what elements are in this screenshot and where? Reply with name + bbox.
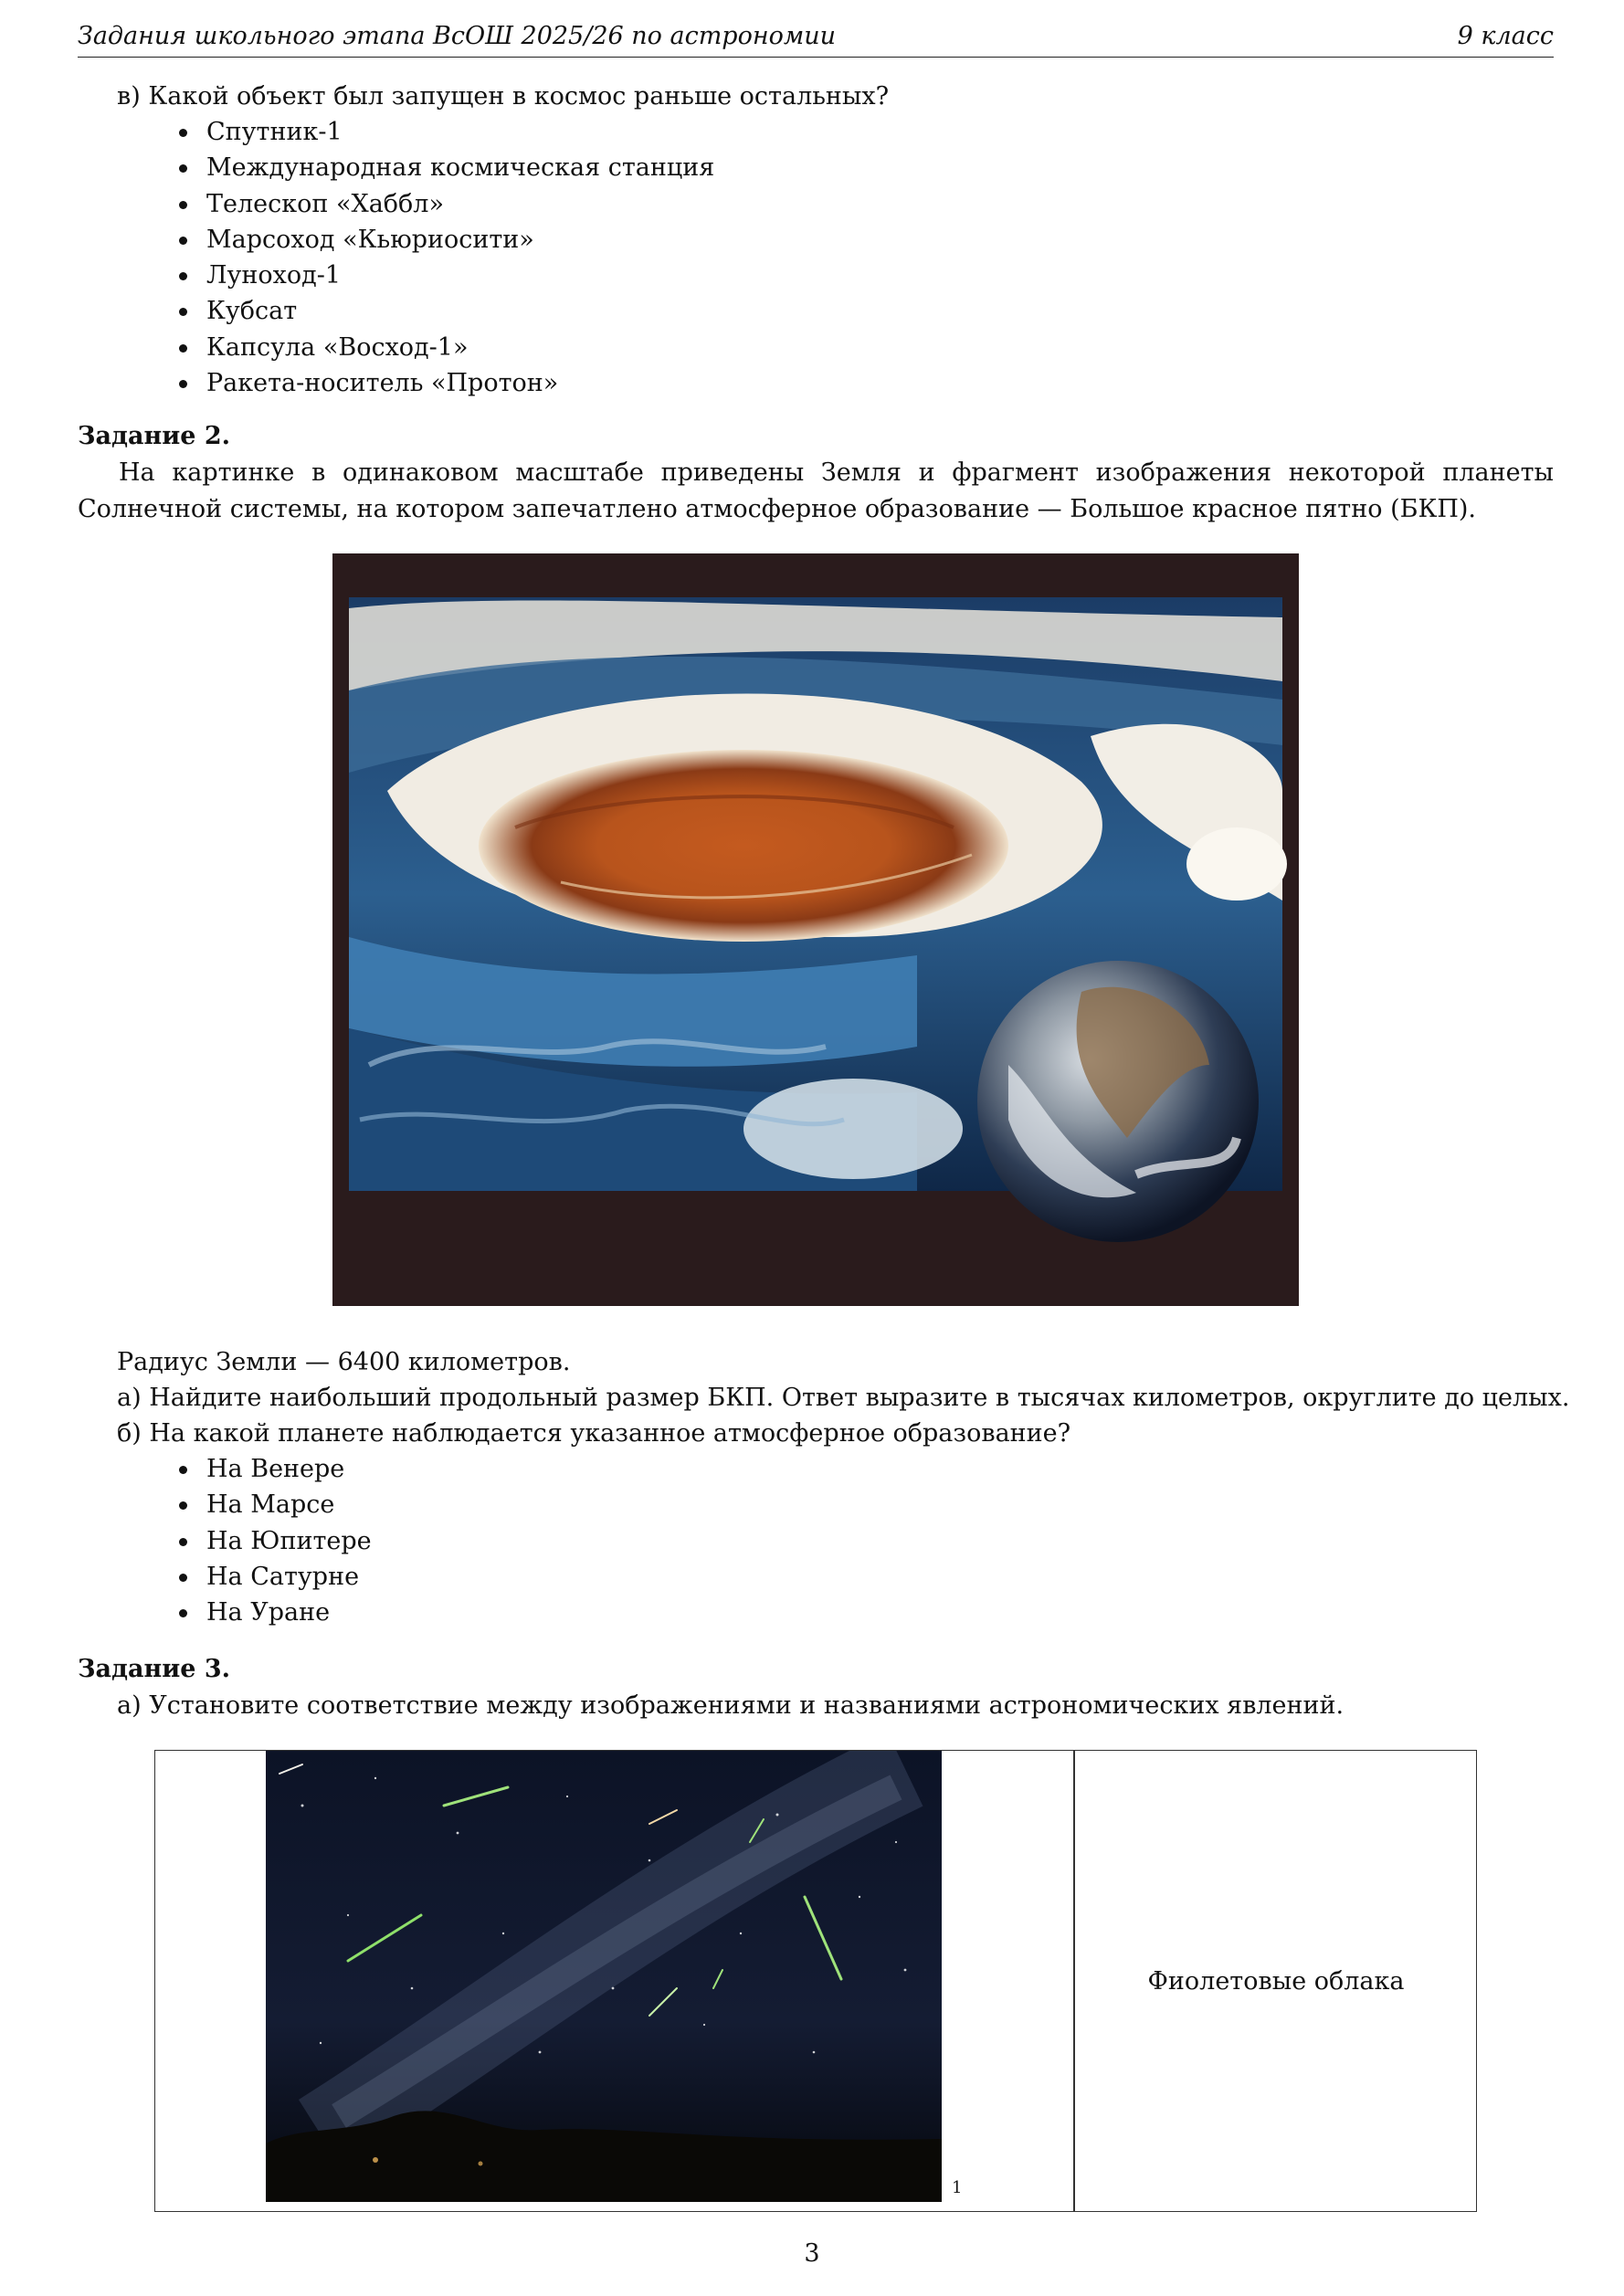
task3-qa-label: а) bbox=[117, 1691, 142, 1720]
task1c-options bbox=[179, 114, 714, 401]
task1c-label: в) bbox=[117, 82, 141, 111]
option-item: Капсула «Восход-1» bbox=[179, 330, 714, 365]
task2-qa-label: а) bbox=[117, 1384, 142, 1412]
jupiter-earth-image bbox=[332, 553, 1299, 1306]
image-footnote-number: 1 bbox=[952, 2178, 963, 2197]
jupiter-earth-figure bbox=[332, 553, 1299, 1306]
task3-question-a bbox=[117, 1688, 1344, 1723]
task3-heading: Задание 3. bbox=[78, 1655, 231, 1683]
option-item: На Юпитере bbox=[179, 1523, 372, 1559]
task2-options bbox=[179, 1451, 372, 1630]
task2-heading: Задание 2. bbox=[78, 422, 231, 450]
header-title: Задания школьного этапа ВсОШ 2025/26 по астрономии bbox=[78, 22, 837, 50]
task2-qa-text: Найдите наибольший продольный размер БКП. Ответ выразите в тысячах километров, округлите до целых. bbox=[149, 1384, 1570, 1412]
option-item: Марсоход «Кьюриосити» bbox=[179, 222, 714, 258]
option-item: Телескоп «Хаббл» bbox=[179, 186, 714, 222]
task1c-question bbox=[117, 79, 889, 114]
option-item: Кубсат bbox=[179, 293, 714, 329]
task3-qa-text: Установите соответствие между изображениями и названиями астрономических явлений. bbox=[149, 1691, 1345, 1720]
option-item: На Сатурне bbox=[179, 1559, 372, 1595]
task2-intro: На картинке в одинаковом масштабе приведены Земля и фрагмент изображения некоторой планеты Солнечной системы, на котором запечатлено атмосферное образование — Большое красное пятно (БКП). bbox=[78, 458, 1554, 523]
task2-qb-text: На какой планете наблюдается указанное атмосферное образование? bbox=[149, 1419, 1071, 1448]
meteor-shower-photo bbox=[266, 1751, 942, 2202]
task2-radius-note: Радиус Земли — 6400 километров. bbox=[117, 1348, 571, 1376]
phenomenon-label: Фиолетовые облака bbox=[1147, 1966, 1405, 1996]
option-item: На Марсе bbox=[179, 1487, 372, 1522]
page-header bbox=[78, 16, 1554, 58]
task1c-question-text: Какой объект был запущен в космос раньше остальных? bbox=[148, 82, 890, 111]
option-item: Спутник-1 bbox=[179, 114, 714, 150]
option-item: Международная космическая станция bbox=[179, 150, 714, 185]
task2-question-a bbox=[117, 1380, 1569, 1416]
matching-table bbox=[154, 1750, 1477, 2212]
option-item: Луноход-1 bbox=[179, 258, 714, 293]
task2-qb-label: б) bbox=[117, 1419, 142, 1448]
option-item: На Венере bbox=[179, 1451, 372, 1487]
task2-question-b bbox=[117, 1416, 1070, 1451]
page-number: 3 bbox=[804, 2239, 820, 2268]
table-column-divider bbox=[1073, 1751, 1075, 2211]
option-item: На Уране bbox=[179, 1595, 372, 1630]
option-item: Ракета-носитель «Протон» bbox=[179, 365, 714, 401]
header-grade: 9 класс bbox=[1457, 22, 1554, 50]
